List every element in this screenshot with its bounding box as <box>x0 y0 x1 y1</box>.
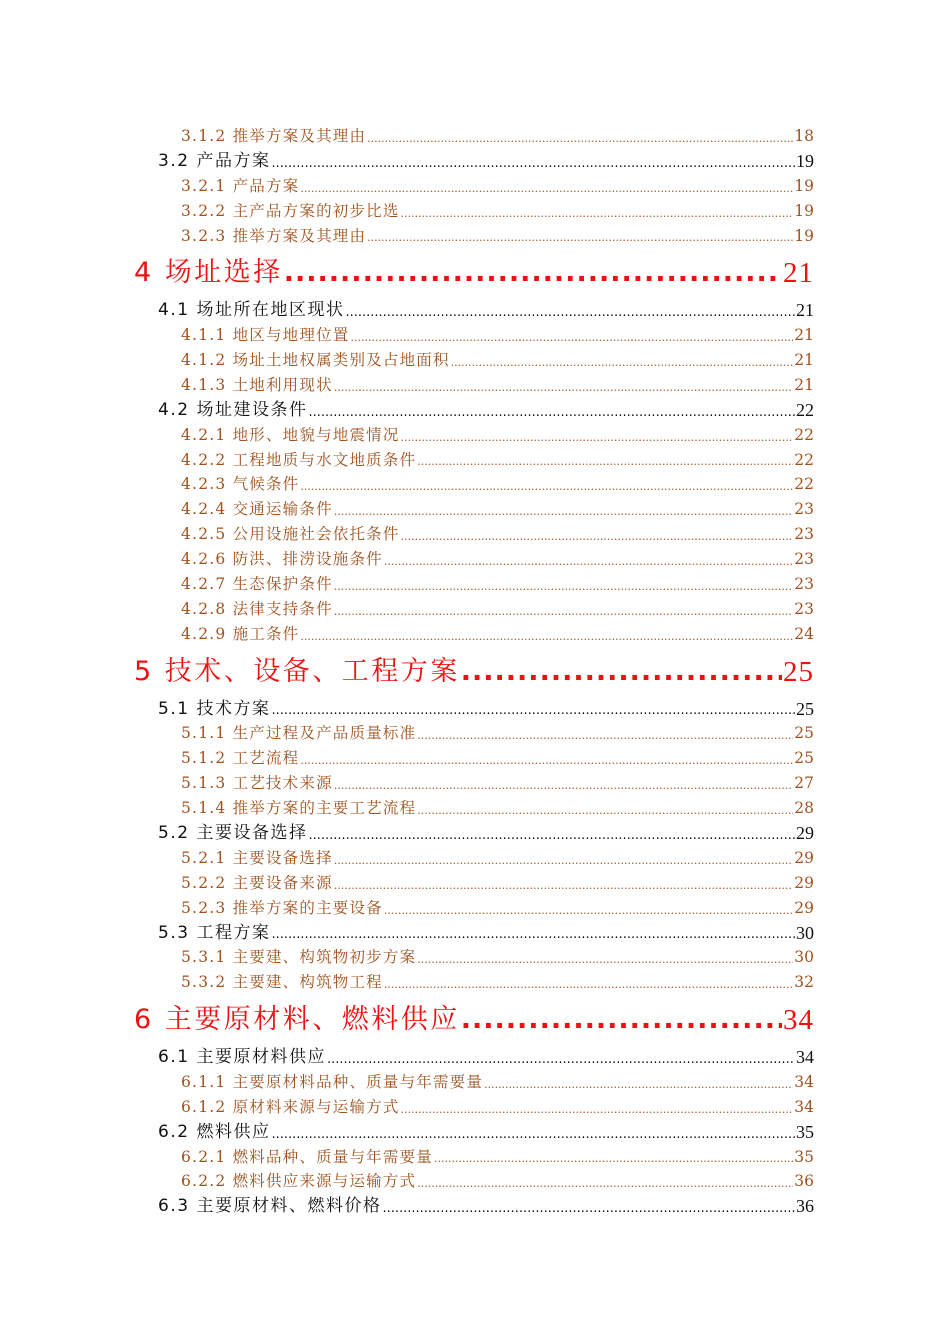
toc-dot-leader <box>300 179 793 199</box>
toc-dot-leader <box>384 901 793 921</box>
toc-dot-leader <box>382 1199 795 1219</box>
toc-entry-level-3[interactable] <box>181 945 814 970</box>
toc-page-number: 23 <box>794 525 814 544</box>
toc-dot-leader <box>334 851 793 871</box>
toc-entry-level-2[interactable] <box>158 821 814 846</box>
toc-entry-level-3[interactable] <box>181 423 814 448</box>
toc-entry-level-1[interactable] <box>134 647 814 697</box>
toc-page-number: 22 <box>794 425 814 444</box>
toc-entry-title: 4 场址选择 <box>134 257 283 289</box>
toc-dot-leader <box>461 649 782 695</box>
toc-entry-title: 4.1.3 土地利用现状 <box>181 375 333 394</box>
toc-page-number: 34 <box>796 1046 814 1067</box>
toc-entry-title: 4.2.9 施工条件 <box>181 624 300 643</box>
toc-entry-title: 3.2 产品方案 <box>158 150 271 171</box>
toc-page-number: 25 <box>783 655 814 688</box>
toc-entry-level-2[interactable] <box>158 1045 814 1070</box>
toc-dot-leader <box>434 1149 793 1169</box>
toc-entry-title: 5.1.1 生产过程及产品质量标准 <box>181 724 417 743</box>
toc-entry-level-3[interactable] <box>181 547 814 572</box>
toc-dot-leader <box>350 328 793 348</box>
toc-dot-leader <box>384 552 793 572</box>
toc-page-number: 22 <box>794 450 814 469</box>
toc-dot-leader <box>417 950 793 970</box>
toc-page-number: 32 <box>794 973 814 992</box>
toc-dot-leader <box>417 726 793 746</box>
toc-dot-leader <box>461 997 782 1043</box>
toc-entry-title: 4.2.1 地形、地貌与地震情况 <box>181 425 400 444</box>
toc-page-number: 30 <box>794 948 814 967</box>
toc-page-number: 29 <box>796 822 814 843</box>
toc-entry-title: 6.1.2 原材料来源与运输方式 <box>181 1097 400 1116</box>
toc-dot-leader <box>417 1174 793 1194</box>
toc-entry-level-3[interactable] <box>181 472 814 497</box>
toc-entry-level-3[interactable] <box>181 1169 814 1194</box>
toc-page-number: 34 <box>794 1072 814 1091</box>
toc-entry-title: 4.1.2 场址土地权属类别及占地面积 <box>181 351 450 370</box>
toc-dot-leader <box>384 975 793 995</box>
toc-page-number: 29 <box>794 873 814 892</box>
toc-page-number: 22 <box>794 475 814 494</box>
toc-entry-level-3[interactable] <box>181 323 814 348</box>
toc-page-number: 23 <box>794 500 814 519</box>
toc-page-number: 21 <box>794 326 814 345</box>
toc-entry-level-3[interactable] <box>181 1145 814 1170</box>
toc-entry-title: 4.2.5 公用设施社会依托条件 <box>181 525 400 544</box>
toc-entry-level-1[interactable] <box>134 248 814 298</box>
toc-entry-title: 5.3 工程方案 <box>158 922 271 943</box>
table-of-contents <box>0 124 950 1219</box>
toc-entry-level-3[interactable] <box>181 796 814 821</box>
toc-entry-title: 4.2.6 防洪、排涝设施条件 <box>181 550 383 569</box>
toc-entry-title: 3.2.2 主产品方案的初步比选 <box>181 201 400 220</box>
toc-dot-leader <box>334 378 793 398</box>
toc-page-number: 21 <box>783 257 814 290</box>
toc-dot-leader <box>334 876 793 896</box>
toc-page-number: 19 <box>794 201 814 220</box>
toc-dot-leader <box>300 477 793 497</box>
toc-page-number: 23 <box>794 575 814 594</box>
toc-page-number: 19 <box>794 176 814 195</box>
toc-dot-leader <box>345 303 795 323</box>
toc-page-number: 25 <box>796 698 814 719</box>
toc-entry-level-3[interactable] <box>181 1070 814 1095</box>
toc-entry-level-3[interactable] <box>181 174 814 199</box>
toc-dot-leader <box>401 204 794 224</box>
toc-dot-leader <box>308 403 795 423</box>
toc-entry-title: 4.1 场址所在地区现状 <box>158 300 345 321</box>
toc-entry-level-2[interactable] <box>158 697 814 722</box>
toc-dot-leader <box>367 129 793 149</box>
toc-page-number: 21 <box>796 300 814 321</box>
toc-dot-leader <box>484 1075 793 1095</box>
toc-page-number: 35 <box>794 1147 814 1166</box>
toc-page-number: 25 <box>794 749 814 768</box>
toc-dot-leader <box>401 1100 794 1120</box>
toc-page-number: 21 <box>794 351 814 370</box>
toc-page-number: 18 <box>794 126 814 145</box>
toc-entry-title: 3.2.3 推举方案及其理由 <box>181 226 367 245</box>
toc-entry-title: 4.2.3 气候条件 <box>181 475 300 494</box>
toc-entry-title: 5.1.2 工艺流程 <box>181 749 300 768</box>
toc-page-number: 28 <box>794 799 814 818</box>
toc-entry-level-3[interactable] <box>181 572 814 597</box>
toc-page-number: 36 <box>796 1196 814 1217</box>
toc-entry-level-3[interactable] <box>181 124 814 149</box>
toc-entry-level-3[interactable] <box>181 721 814 746</box>
toc-dot-leader <box>334 776 793 796</box>
toc-entry-title: 4.2.2 工程地质与水文地质条件 <box>181 450 417 469</box>
toc-entry-title: 6.1 主要原材料供应 <box>158 1046 326 1067</box>
toc-page-number: 29 <box>794 898 814 917</box>
toc-page-number: 23 <box>794 550 814 569</box>
toc-entry-level-2[interactable] <box>158 298 814 323</box>
toc-dot-leader <box>271 701 795 721</box>
toc-entry-title: 3.1.2 推举方案及其理由 <box>181 126 367 145</box>
toc-entry-title: 5.1.4 推举方案的主要工艺流程 <box>181 799 417 818</box>
toc-dot-leader <box>308 826 795 846</box>
toc-dot-leader <box>284 250 782 296</box>
toc-dot-leader <box>401 527 794 547</box>
toc-page-number: 34 <box>794 1097 814 1116</box>
toc-entry-level-2[interactable] <box>158 1194 814 1219</box>
toc-entry-title: 5.3.2 主要建、构筑物工程 <box>181 973 383 992</box>
toc-entry-level-2[interactable] <box>158 921 814 946</box>
toc-entry-level-2[interactable] <box>158 398 814 423</box>
toc-dot-leader <box>327 1050 795 1070</box>
toc-dot-leader <box>300 751 793 771</box>
toc-dot-leader <box>417 801 793 821</box>
toc-entry-title: 5.1 技术方案 <box>158 698 271 719</box>
toc-entry-title: 6.2 燃料供应 <box>158 1121 271 1142</box>
toc-entry-title: 6.1.1 主要原材料品种、质量与年需要量 <box>181 1072 484 1091</box>
toc-entry-title: 4.2.8 法律支持条件 <box>181 599 333 618</box>
toc-dot-leader <box>271 154 795 174</box>
toc-page-number: 25 <box>794 724 814 743</box>
toc-entry-level-3[interactable] <box>181 597 814 622</box>
toc-page-number: 21 <box>794 375 814 394</box>
toc-page-number: 29 <box>794 848 814 867</box>
toc-entry-level-3[interactable] <box>181 497 814 522</box>
toc-entry-level-3[interactable] <box>181 1095 814 1120</box>
toc-page-number: 34 <box>783 1004 814 1037</box>
toc-entry-level-3[interactable] <box>181 846 814 871</box>
toc-entry-title: 5 技术、设备、工程方案 <box>134 655 460 687</box>
toc-entry-title: 6 主要原材料、燃料供应 <box>134 1004 460 1036</box>
toc-page-number: 19 <box>794 226 814 245</box>
toc-entry-level-3[interactable] <box>181 896 814 921</box>
toc-entry-title: 6.3 主要原材料、燃料价格 <box>158 1196 382 1217</box>
toc-entry-level-3[interactable] <box>181 348 814 373</box>
toc-entry-level-3[interactable] <box>181 373 814 398</box>
toc-entry-title: 3.2.1 产品方案 <box>181 176 300 195</box>
toc-entry-level-3[interactable] <box>181 970 814 995</box>
toc-entry-title: 4.2.7 生态保护条件 <box>181 575 333 594</box>
toc-entry-level-1[interactable] <box>134 995 814 1045</box>
toc-dot-leader <box>300 627 793 647</box>
toc-entry-title: 6.2.1 燃料品种、质量与年需要量 <box>181 1147 433 1166</box>
toc-entry-level-3[interactable] <box>181 448 814 473</box>
toc-page-number: 23 <box>794 599 814 618</box>
toc-entry-level-3[interactable] <box>181 622 814 647</box>
toc-dot-leader <box>417 452 793 472</box>
toc-entry-title: 5.1.3 工艺技术来源 <box>181 774 333 793</box>
toc-entry-level-3[interactable] <box>181 746 814 771</box>
toc-entry-title: 4.2.4 交通运输条件 <box>181 500 333 519</box>
toc-entry-title: 5.3.1 主要建、构筑物初步方案 <box>181 948 417 967</box>
toc-entry-title: 4.2 场址建设条件 <box>158 399 308 420</box>
toc-dot-leader <box>451 353 794 373</box>
toc-entry-level-3[interactable] <box>181 522 814 547</box>
toc-entry-level-2[interactable] <box>158 149 814 174</box>
toc-entry-title: 5.2.2 主要设备来源 <box>181 873 333 892</box>
toc-dot-leader <box>334 502 793 522</box>
toc-entry-level-3[interactable] <box>181 224 814 249</box>
toc-dot-leader <box>271 925 795 945</box>
toc-dot-leader <box>271 1125 795 1145</box>
toc-entry-title: 5.2 主要设备选择 <box>158 822 308 843</box>
toc-dot-leader <box>334 577 793 597</box>
toc-entry-title: 6.2.2 燃料供应来源与运输方式 <box>181 1172 417 1191</box>
toc-page-number: 30 <box>796 922 814 943</box>
toc-page-number: 22 <box>796 399 814 420</box>
toc-entry-level-3[interactable] <box>181 871 814 896</box>
toc-entry-level-2[interactable] <box>158 1120 814 1145</box>
toc-entry-title: 4.1.1 地区与地理位置 <box>181 326 350 345</box>
toc-dot-leader <box>367 228 793 248</box>
toc-page-number: 27 <box>794 774 814 793</box>
toc-entry-level-3[interactable] <box>181 199 814 224</box>
toc-dot-leader <box>401 428 794 448</box>
toc-page-number: 24 <box>794 624 814 643</box>
toc-page-number: 36 <box>794 1172 814 1191</box>
toc-dot-leader <box>334 602 793 622</box>
toc-page-number: 35 <box>796 1121 814 1142</box>
toc-entry-title: 5.2.3 推举方案的主要设备 <box>181 898 383 917</box>
toc-entry-title: 5.2.1 主要设备选择 <box>181 848 333 867</box>
toc-page-number: 19 <box>796 150 814 171</box>
toc-entry-level-3[interactable] <box>181 771 814 796</box>
